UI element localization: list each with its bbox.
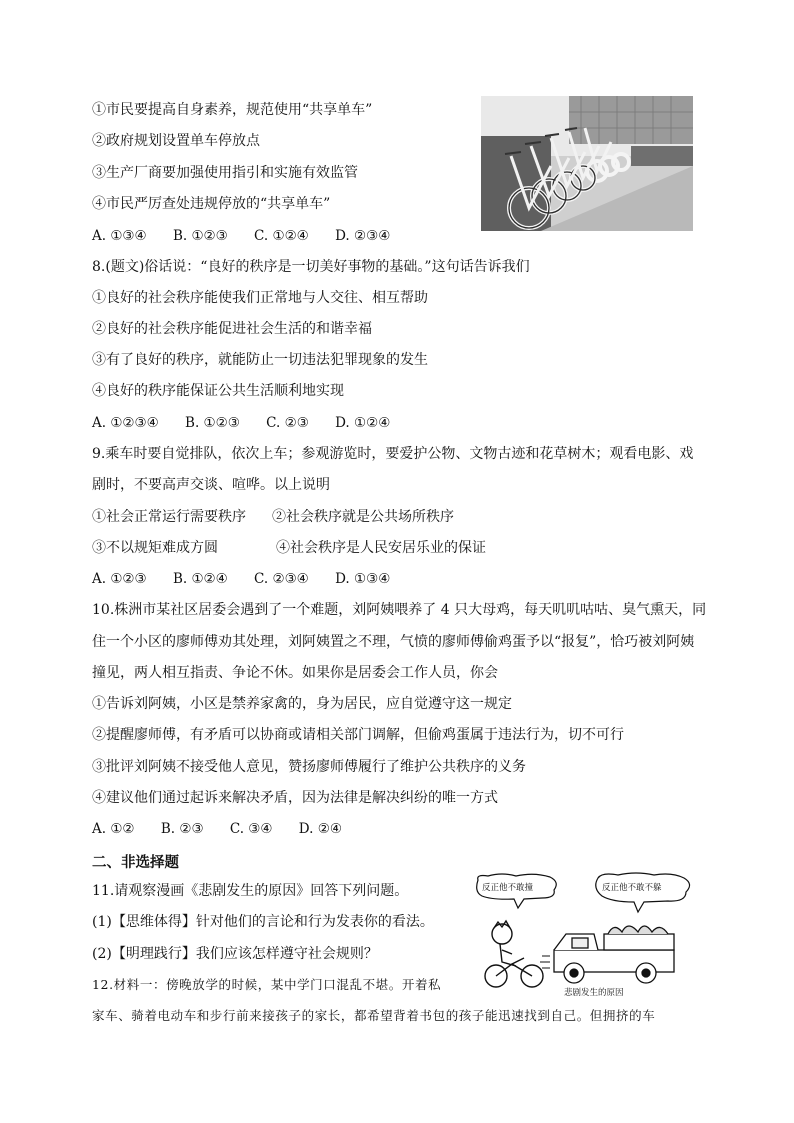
q11-sub-1: (1)【思维体得】针对他们的言论和行为发表你的看法。 [92,914,434,930]
q10-option-a: A. ①② [92,821,135,837]
q10-statement-2: ②提醒廖师傅，有矛盾可以协商或请相关部门调解，但偷鸡蛋属于违法行为，切不可行 [92,727,624,743]
q10-option-b: B. ②③ [160,821,204,837]
q9-statement-4: ④社会秩序是人民安居乐业的保证 [276,540,486,556]
comic-bubble-right: 反正他不敢不躲 [602,883,662,893]
q9-option-d: D. ①③④ [335,571,391,587]
q7-options [92,227,412,245]
q12-line-1: 12.材料一：傍晚放学的时候，某中学门口混乱不堪。开着私 [92,977,442,992]
q9-statement-2: ②社会秩序就是公共场所秩序 [272,509,454,525]
q9-option-b: B. ①②④ [172,571,228,587]
q8-option-b: B. ①②③ [185,415,240,431]
q9-stem-line-2: 剧时，不要高声交谈、喧哗。以上说明 [92,477,330,493]
q10-option-c: C. ③④ [229,821,273,837]
q9-option-c: C. ②③④ [254,571,309,587]
q9-statement-1: ①社会正常运行需要秩序 [92,509,246,525]
section-heading: 二、非选择题 [92,854,179,871]
q7-statement-2: ②政府规划设置单车停放点 [92,133,260,149]
q8-option-c: C. ②③ [266,415,309,431]
q7-statement-1: ①市民要提高自身素养，规范使用“共享单车” [92,102,373,118]
q10-options [92,820,364,838]
comic-caption: 悲剧发生的原因 [564,988,624,998]
q9-option-a: A. ①②③ [92,571,147,587]
q10-statement-3: ③批评刘阿姨不接受他人意见，赞扬廖师傅履行了维护公共秩序的义务 [92,759,526,775]
q9-options [92,570,412,588]
q7-option-c: C. ①②④ [254,228,309,244]
q8-statement-4: ④良好的秩序能保证公共生活顺利地实现 [92,383,344,399]
q8-statement-2: ②良好的社会秩序能促进社会生活的和谐幸福 [92,321,372,337]
q9-statement-3: ③不以规矩难成方圆 [92,540,218,556]
comic-bubble-left: 反正他不敢撞 [482,883,534,893]
q8-options [92,414,412,432]
q7-option-a: A. ①③④ [92,228,147,244]
q10-stem-line-1: 10.株洲市某社区居委会遇到了一个难题，刘阿姨喂养了 4 只大母鸡，每天叽叽咕咕、臭气熏天，同 [92,602,707,618]
q11-stem: 11.请观察漫画《悲剧发生的原因》回答下列问题。 [92,883,409,899]
q11-sub-2: (2)【明理践行】我们应该怎样遵守社会规则？ [92,946,378,962]
q8-option-d: D. ①②④ [335,415,391,431]
q10-stem-line-3: 撞见，两人相互指责、争论不休。如果你是居委会工作人员，你会 [92,665,498,681]
comic-illustration [472,872,704,1002]
q8-option-a: A. ①②③④ [92,415,159,431]
q10-stem-line-2: 住一个小区的廖师傅劝其处理，刘阿姨置之不理，气愤的廖师傅偷鸡蛋予以“报复”，恰巧被刘阿姨 [92,634,695,650]
q8-statement-1: ①良好的社会秩序能使我们正常地与人交往、相互帮助 [92,290,428,306]
q10-statement-4: ④建议他们通过起诉来解决矛盾，因为法律是解决纠纷的唯一方式 [92,790,498,806]
shared-bikes-photo [481,96,693,231]
q10-statement-1: ①告诉刘阿姨，小区是禁养家禽的，身为居民，应自觉遵守这一规定 [92,696,512,712]
q7-statement-3: ③生产厂商要加强使用指引和实施有效监管 [92,165,358,181]
q9-stem-line-1: 9.乘车时要自觉排队，依次上车；参观游览时，要爱护公物、文物古迹和花草树木；观看电影、戏 [92,446,694,462]
q7-statement-4: ④市民严厉查处违规停放的“共享单车” [92,196,331,212]
q7-option-d: D. ②③④ [335,228,391,244]
q8-statement-3: ③有了良好的秩序，就能防止一切违法犯罪现象的发生 [92,352,428,368]
q10-option-d: D. ②④ [298,821,342,837]
q8-stem: 8.(题文)俗话说：“良好的秩序是一切美好事物的基础。”这句话告诉我们 [92,259,530,275]
q7-option-b: B. ①②③ [172,228,228,244]
q12-line-2: 家车、骑着电动车和步行前来接孩子的家长，都希望背着书包的孩子能迅速找到自己。但拥挤的车 [92,1008,656,1023]
